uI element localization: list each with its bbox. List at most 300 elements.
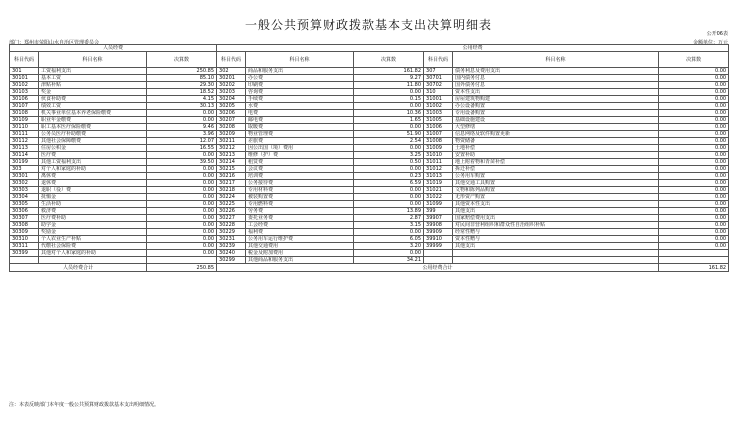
table-row: [10, 82, 729, 89]
cell-name: 咨询费: [246, 89, 354, 96]
group-public: 公用经费: [217, 45, 729, 52]
unit-label: 金额单位：万元: [692, 40, 728, 46]
cell-code: 30112: [10, 138, 39, 145]
cell-code: 30311: [10, 243, 39, 250]
cell-name: 劳务费: [246, 208, 354, 215]
cell-name: 机关事业单位基本养老保险缴费: [39, 110, 147, 117]
cell-code: 30205: [217, 103, 246, 110]
cell-name: 奖励金: [39, 229, 147, 236]
cell-name: 住房公积金: [39, 145, 147, 152]
cell-name: 维修（护）费: [246, 152, 354, 159]
cell-code: 31019: [424, 180, 453, 187]
cell-code: 39907: [424, 215, 453, 222]
cell-name: 租赁费: [246, 159, 354, 166]
cell-name: 其他交通费用: [246, 243, 354, 250]
cell-code: 31022: [424, 194, 453, 201]
cell-code: 30207: [217, 117, 246, 124]
cell-code: 30208: [217, 124, 246, 131]
cell-code: 30103: [10, 89, 39, 96]
cell-amount: 11.80: [354, 82, 424, 89]
cell-name: 福利费: [246, 229, 354, 236]
cell-amount: 0.00: [147, 173, 217, 180]
cell-amount: 0.00: [659, 110, 729, 117]
cell-code: 30310: [10, 236, 39, 243]
cell-amount: 0.00: [354, 145, 424, 152]
cell-code: 30702: [424, 82, 453, 89]
table-row: [10, 236, 729, 243]
cell-name: 离休费: [39, 173, 147, 180]
cell-code: [424, 250, 453, 257]
cell-amount: [659, 250, 729, 257]
cell-name: 国外债务付息: [453, 82, 659, 89]
cell-name: 印刷费: [246, 82, 354, 89]
cell-code: 30303: [10, 187, 39, 194]
cell-code: 30114: [10, 152, 39, 159]
table-row: [10, 222, 729, 229]
cell-code: 30206: [217, 110, 246, 117]
table-row: [10, 243, 729, 250]
cell-amount: 0.00: [659, 215, 729, 222]
cell-name: [453, 250, 659, 257]
cell-code: 30109: [10, 117, 39, 124]
cell-amount: 10.36: [354, 110, 424, 117]
table-row: [10, 250, 729, 257]
cell-code: 30305: [10, 201, 39, 208]
cell-amount: 0.00: [354, 250, 424, 257]
column-header-row: [10, 52, 729, 68]
cell-amount: 0.00: [147, 110, 217, 117]
cell-code: 31005: [424, 117, 453, 124]
cell-amount: 0.23: [354, 173, 424, 180]
cell-code: 30201: [217, 75, 246, 82]
cell-code: 30110: [10, 124, 39, 131]
cell-amount: 39.50: [147, 159, 217, 166]
cell-code: 302: [217, 68, 246, 75]
totals-row: [10, 264, 729, 272]
cell-name: 对民间非营利组织和群众性自治组织补贴: [453, 222, 659, 229]
table-row: [10, 194, 729, 201]
cell-amount: 0.00: [659, 131, 729, 138]
cell-amount: 4.15: [147, 96, 217, 103]
cell-amount: 0.00: [659, 194, 729, 201]
cell-code: 30301: [10, 173, 39, 180]
cell-name: 其他资本性支出: [453, 201, 659, 208]
header-amount: 决算数: [354, 52, 424, 68]
cell-name: 救济费: [39, 208, 147, 215]
table-row: [10, 215, 729, 222]
cell-amount: 0.00: [147, 236, 217, 243]
table-row: [10, 257, 729, 264]
cell-name: 文物和陈列品购置: [453, 187, 659, 194]
cell-code: 30239: [217, 243, 246, 250]
cell-amount: 0.00: [354, 166, 424, 173]
cell-name: 房屋建筑物购建: [453, 96, 659, 103]
cell-amount: 0.00: [147, 166, 217, 173]
cell-amount: 0.00: [354, 89, 424, 96]
cell-name: 土地补偿: [453, 145, 659, 152]
cell-name: 津贴补贴: [39, 82, 147, 89]
cell-amount: [147, 257, 217, 264]
cell-code: [424, 257, 453, 264]
cell-name: 其他社会保障缴费: [39, 138, 147, 145]
cell-code: 30227: [217, 215, 246, 222]
cell-code: 31021: [424, 187, 453, 194]
cell-amount: 12.07: [147, 138, 217, 145]
footnote: 注：本表反映部门本年度一般公共预算财政拨款基本支出明细情况。: [9, 402, 160, 408]
table-row: [10, 131, 729, 138]
cell-name: 差旅费: [246, 138, 354, 145]
cell-name: 电费: [246, 110, 354, 117]
cell-code: 31010: [424, 152, 453, 159]
cell-name: 公务用车购置: [453, 173, 659, 180]
cell-name: 办公设备购置: [453, 103, 659, 110]
cell-code: 31008: [424, 138, 453, 145]
cell-amount: 0.00: [147, 222, 217, 229]
cell-amount: 6.05: [354, 236, 424, 243]
cell-name: [453, 257, 659, 264]
cell-name: 水费: [246, 103, 354, 110]
header-code: 科目代码: [217, 52, 246, 68]
header-name: 科目名称: [39, 52, 147, 68]
personnel-total-value: 250.85: [147, 264, 217, 272]
cell-code: 30399: [10, 250, 39, 257]
cell-name: 生活补助: [39, 201, 147, 208]
cell-code: 30202: [217, 82, 246, 89]
cell-amount: 0.00: [659, 89, 729, 96]
cell-name: 医疗费: [39, 152, 147, 159]
cell-amount: 0.00: [147, 250, 217, 257]
cell-code: 30309: [10, 229, 39, 236]
cell-code: 30213: [217, 152, 246, 159]
cell-amount: 18.52: [147, 89, 217, 96]
cell-name: 专用材料费: [246, 187, 354, 194]
cell-code: 31011: [424, 159, 453, 166]
cell-amount: 0.00: [147, 243, 217, 250]
table-row: [10, 152, 729, 159]
cell-name: 职业年金缴费: [39, 117, 147, 124]
cell-name: 会议费: [246, 166, 354, 173]
cell-amount: 0.00: [659, 145, 729, 152]
cell-amount: 0.00: [659, 159, 729, 166]
cell-name: 经常性赠与: [453, 229, 659, 236]
cell-code: 31012: [424, 166, 453, 173]
cell-amount: 34.21: [354, 257, 424, 264]
group-header-row: [10, 45, 729, 52]
cell-amount: 161.82: [354, 68, 424, 75]
cell-name: 办公费: [246, 75, 354, 82]
table-row: [10, 229, 729, 236]
table-row: [10, 173, 729, 180]
cell-code: 30302: [10, 180, 39, 187]
cell-name: 大型修缮: [453, 124, 659, 131]
header-code: 科目代码: [424, 52, 453, 68]
cell-code: 30215: [217, 166, 246, 173]
cell-name: 物资储备: [453, 138, 659, 145]
cell-code: 30229: [217, 229, 246, 236]
cell-name: 助学金: [39, 222, 147, 229]
cell-amount: 0.00: [659, 201, 729, 208]
cell-code: 30307: [10, 215, 39, 222]
cell-name: 绩效工资: [39, 103, 147, 110]
cell-amount: 0.00: [659, 68, 729, 75]
cell-amount: 0.00: [354, 194, 424, 201]
cell-amount: 0.00: [354, 201, 424, 208]
cell-name: 奖金: [39, 89, 147, 96]
cell-amount: 0.15: [354, 96, 424, 103]
cell-code: 31001: [424, 96, 453, 103]
cell-name: 个人农业生产补贴: [39, 236, 147, 243]
cell-amount: 29.30: [147, 82, 217, 89]
cell-name: 因公出国（境）费用: [246, 145, 354, 152]
header-name: 科目名称: [453, 52, 659, 68]
cell-code: 30226: [217, 208, 246, 215]
cell-amount: 0.00: [354, 103, 424, 110]
cell-amount: 1.65: [354, 117, 424, 124]
public-total-label: 公用经费合计: [217, 264, 659, 272]
cell-amount: 0.00: [147, 117, 217, 124]
cell-code: 30211: [217, 138, 246, 145]
report-title: 一般公共预算财政拨款基本支出决算明细表: [244, 18, 492, 32]
cell-amount: 0.00: [659, 75, 729, 82]
cell-code: 39910: [424, 236, 453, 243]
cell-code: 30212: [217, 145, 246, 152]
cell-name: 债务利息及费用支出: [453, 68, 659, 75]
cell-amount: 0.00: [659, 82, 729, 89]
cell-amount: 0.00: [659, 124, 729, 131]
personnel-total-label: 人员经费合计: [10, 264, 147, 272]
cell-amount: 0.00: [659, 173, 729, 180]
cell-name: 邮电费: [246, 117, 354, 124]
table-row: [10, 124, 729, 131]
table-row: [10, 159, 729, 166]
cell-code: 301: [10, 68, 39, 75]
cell-name: 代缴社会保险费: [39, 243, 147, 250]
table-row: [10, 180, 729, 187]
cell-amount: 3.25: [354, 152, 424, 159]
cell-code: 30306: [10, 208, 39, 215]
cell-amount: 0.00: [147, 152, 217, 159]
cell-code: 31003: [424, 110, 453, 117]
cell-code: 30111: [10, 131, 39, 138]
cell-code: 30228: [217, 222, 246, 229]
cell-amount: 9.27: [354, 75, 424, 82]
group-personnel: 人员经费: [10, 45, 217, 52]
cell-name: 其他支出: [453, 243, 659, 250]
cell-amount: 3.15: [354, 222, 424, 229]
cell-name: 其他对个人和家庭的补助: [39, 250, 147, 257]
cell-amount: 0.00: [354, 229, 424, 236]
cell-amount: 0.00: [147, 194, 217, 201]
cell-name: 委托业务费: [246, 215, 354, 222]
cell-code: 30108: [10, 110, 39, 117]
cell-name: 职工基本医疗保险缴费: [39, 124, 147, 131]
cell-code: 31013: [424, 173, 453, 180]
cell-code: 303: [10, 166, 39, 173]
cell-code: 30304: [10, 194, 39, 201]
cell-name: 退休费: [39, 180, 147, 187]
cell-amount: 51.90: [354, 131, 424, 138]
cell-code: 30308: [10, 222, 39, 229]
cell-amount: 0.00: [147, 187, 217, 194]
cell-amount: 3.20: [354, 243, 424, 250]
cell-code: 30106: [10, 96, 39, 103]
cell-name: 抚恤金: [39, 194, 147, 201]
cell-amount: 13.89: [354, 208, 424, 215]
header-amount: 决算数: [659, 52, 729, 68]
cell-amount: 3.96: [147, 131, 217, 138]
table-row: [10, 145, 729, 152]
cell-name: 商品和服务支出: [246, 68, 354, 75]
cell-amount: 0.00: [659, 138, 729, 145]
cell-code: 31099: [424, 201, 453, 208]
cell-name: 国家赔偿费用支出: [453, 215, 659, 222]
header-name: 科目名称: [246, 52, 354, 68]
table-row: [10, 201, 729, 208]
cell-code: 30107: [10, 103, 39, 110]
table-row: [10, 166, 729, 173]
cell-name: 医疗费补助: [39, 215, 147, 222]
cell-amount: 250.85: [147, 68, 217, 75]
cell-code: 31002: [424, 103, 453, 110]
cell-name: 公务用车运行维护费: [246, 236, 354, 243]
cell-name: 税金及附加费用: [246, 250, 354, 257]
form-code: 公开06表: [706, 31, 728, 37]
cell-name: 其他交通工具购置: [453, 180, 659, 187]
table-row: [10, 138, 729, 145]
table-row: [10, 89, 729, 96]
table-row: [10, 208, 729, 215]
cell-name: 其他支出: [453, 208, 659, 215]
cell-code: 30102: [10, 82, 39, 89]
cell-amount: [659, 257, 729, 264]
cell-name: [39, 257, 147, 264]
cell-code: 31006: [424, 124, 453, 131]
cell-code: 39909: [424, 229, 453, 236]
cell-amount: 0.00: [659, 117, 729, 124]
cell-code: 30203: [217, 89, 246, 96]
cell-amount: 0.00: [147, 208, 217, 215]
cell-amount: 0.00: [659, 103, 729, 110]
cell-name: 工会经费: [246, 222, 354, 229]
cell-name: 国内债务付息: [453, 75, 659, 82]
cell-amount: 0.00: [147, 215, 217, 222]
table-row: [10, 75, 729, 82]
table-row: [10, 110, 729, 117]
expenditure-table: [9, 44, 729, 272]
cell-name: 资本性赠与: [453, 236, 659, 243]
cell-amount: 0.00: [659, 166, 729, 173]
cell-code: 30701: [424, 75, 453, 82]
cell-name: 其他工资福利支出: [39, 159, 147, 166]
cell-amount: 0.50: [354, 159, 424, 166]
cell-amount: 0.00: [659, 222, 729, 229]
cell-name: 物业管理费: [246, 131, 354, 138]
cell-code: 30214: [217, 159, 246, 166]
cell-name: 拆迁补偿: [453, 166, 659, 173]
cell-amount: 0.00: [147, 201, 217, 208]
cell-amount: 0.00: [147, 229, 217, 236]
cell-code: 310: [424, 89, 453, 96]
cell-code: 30204: [217, 96, 246, 103]
cell-name: 被装购置费: [246, 194, 354, 201]
table-row: [10, 187, 729, 194]
table-row: [10, 96, 729, 103]
cell-name: 资本性支出: [453, 89, 659, 96]
cell-amount: 0.00: [659, 152, 729, 159]
header-code: 科目代码: [10, 52, 39, 68]
cell-name: 专用燃料费: [246, 201, 354, 208]
cell-amount: 0.00: [659, 229, 729, 236]
cell-name: 无形资产购置: [453, 194, 659, 201]
cell-code: 30216: [217, 173, 246, 180]
cell-name: 专用设备购置: [453, 110, 659, 117]
table-row: [10, 117, 729, 124]
cell-code: 39908: [424, 222, 453, 229]
cell-name: 信息网络及软件购置更新: [453, 131, 659, 138]
cell-amount: 0.00: [147, 180, 217, 187]
cell-code: 30231: [217, 236, 246, 243]
cell-code: 307: [424, 68, 453, 75]
cell-amount: 85.10: [147, 75, 217, 82]
cell-name: 培训费: [246, 173, 354, 180]
cell-amount: 2.54: [354, 138, 424, 145]
public-total-value: 161.82: [659, 264, 729, 272]
cell-code: 31009: [424, 145, 453, 152]
cell-name: 基本工资: [39, 75, 147, 82]
cell-name: 手续费: [246, 96, 354, 103]
cell-code: 30209: [217, 131, 246, 138]
cell-name: 取暖费: [246, 124, 354, 131]
cell-code: 30217: [217, 180, 246, 187]
cell-code: 30299: [217, 257, 246, 264]
cell-name: 公务员医疗补助缴费: [39, 131, 147, 138]
cell-code: 30101: [10, 75, 39, 82]
cell-code: [10, 257, 39, 264]
cell-amount: 6.59: [354, 180, 424, 187]
cell-amount: 0.00: [659, 208, 729, 215]
cell-name: 基础设施建设: [453, 117, 659, 124]
cell-name: 对个人和家庭的补助: [39, 166, 147, 173]
cell-amount: 30.13: [147, 103, 217, 110]
cell-amount: 0.00: [659, 187, 729, 194]
cell-amount: 9.46: [147, 124, 217, 131]
cell-code: 31007: [424, 131, 453, 138]
department-label: 部门：郑州市荥阳山水自治区管理委员会: [9, 40, 100, 46]
cell-code: 30113: [10, 145, 39, 152]
cell-amount: 2.87: [354, 215, 424, 222]
cell-amount: 0.00: [659, 243, 729, 250]
cell-code: 399: [424, 208, 453, 215]
cell-amount: 16.55: [147, 145, 217, 152]
cell-code: 39999: [424, 243, 453, 250]
cell-amount: 0.00: [659, 180, 729, 187]
cell-amount: 0.00: [659, 96, 729, 103]
header-amount: 决算数: [147, 52, 217, 68]
cell-name: 伙食补助费: [39, 96, 147, 103]
table-row: [10, 68, 729, 75]
cell-amount: 0.00: [354, 187, 424, 194]
cell-name: 公务接待费: [246, 180, 354, 187]
cell-amount: 0.00: [354, 124, 424, 131]
cell-name: 其他商品和服务支出: [246, 257, 354, 264]
cell-name: 地上附着物和青苗补偿: [453, 159, 659, 166]
cell-code: 30218: [217, 187, 246, 194]
cell-code: 30225: [217, 201, 246, 208]
cell-name: 退职（役）费: [39, 187, 147, 194]
table-row: [10, 103, 729, 110]
cell-code: 30240: [217, 250, 246, 257]
cell-name: 工资福利支出: [39, 68, 147, 75]
